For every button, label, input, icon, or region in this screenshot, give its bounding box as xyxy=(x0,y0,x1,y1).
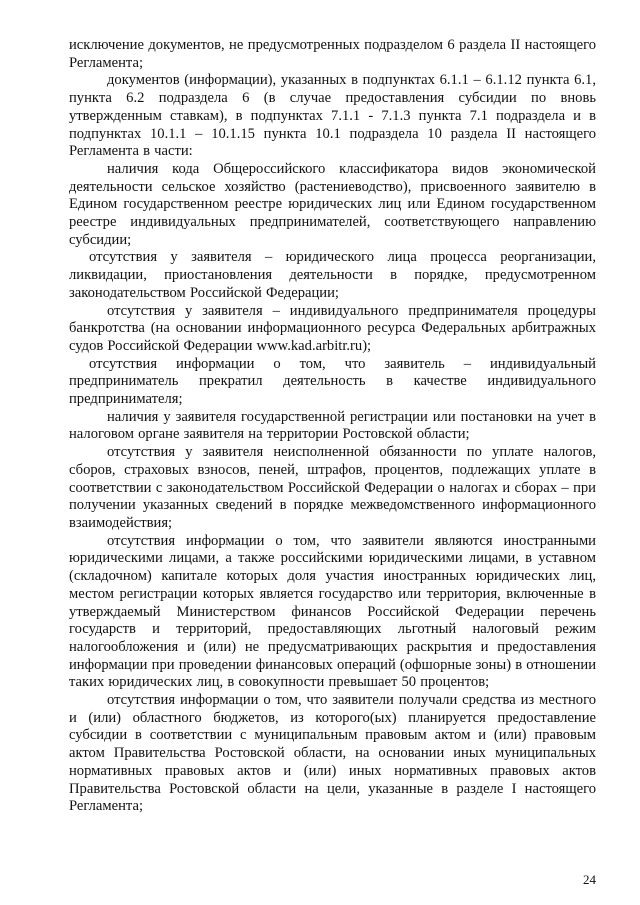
paragraph-2: документов (информации), указанных в подпунктах 6.1.1 – 6.1.12 пункта 6.1, пункта 6.2 подраздела 6 (в случае предоставления субсидии по вновь утвержденным ставкам), в подпунктах 7.1.1 - 7.1.3 пункта 7.1 подраздела и в подпунктах 10.1.1 – 10.1.15 пункта 10.1 подраздела 10 раздела II настоящего Регламента в части: xyxy=(69,72,596,160)
paragraph-5: отсутствия у заявителя – индивидуального предпринимателя процедуры банкротства (на основании информационного ресурса Федеральных арбитражных судов Российской Федерации www.kad.arbitr.ru); xyxy=(69,302,596,354)
paragraph-3: наличия кода Общероссийского классификатора видов экономической деятельности сельское хозяйство (растениеводство), присвоенного заявителю в Едином государственном реестре юридических лиц или Едином государственном реестре индивидуальных предпринимателей, соответствующего направлению субсидии; xyxy=(69,160,596,248)
paragraph-10: отсутствия информации о том, что заявители получали средства из местного и (или) областного бюджетов, из которого(ых) планируется предоставление субсидии в соответствии с муниципальным правовым актом и (или) правовым актом Правительства Ростовской области, на основании иных муниципальных нормативных правовых актов и (или) иных нормативных правовых актов Правительства Ростовской области на цели, указанные в разделе I настоящего Регламента; xyxy=(69,692,596,815)
paragraph-4: отсутствия у заявителя – юридического лица процесса реорганизации, ликвидации, приостановления деятельности в порядке, предусмотренном законодательством Российской Федерации; xyxy=(69,249,596,301)
paragraph-1: исключение документов, не предусмотренных подразделом 6 раздела II настоящего Регламента; xyxy=(69,37,596,71)
paragraph-8: отсутствия у заявителя неисполненной обязанности по уплате налогов, сборов, страховых взносов, пеней, штрафов, процентов, подлежащих уплате в соответствии с законодательством Российской Федерации о налогах и сборах – при получении указанных сведений в порядке межведомственного информационного взаимодействия; xyxy=(69,444,596,531)
page-number: 24 xyxy=(583,872,596,887)
paragraph-7: наличия у заявителя государственной регистрации или постановки на учет в налоговом органе заявителя на территории Ростовской области; xyxy=(69,408,596,443)
document-page xyxy=(69,37,596,816)
paragraph-9: отсутствия информации о том, что заявители являются иностранными юридическими лицами, а также российскими юридическими лицами, в уставном (складочном) капитале которых доля участия иностранных юридических лиц, местом регистрации которых является государство или территория, включенные в утверждаемый Министерством финансов Российской Федерации перечень государств и территорий, предоставляющих льготный налоговый режим налогообложения и (или) не предусматривающих раскрытия и предоставления информации при проведении финансовых операций (офшорные зоны) в отношении таких юридических лиц, в совокупности превышает 50 процентов; xyxy=(69,532,596,691)
paragraph-6: отсутствия информации о том, что заявитель – индивидуальный предприниматель прекратил деятельность в качестве индивидуального предпринимателя; xyxy=(69,355,596,408)
